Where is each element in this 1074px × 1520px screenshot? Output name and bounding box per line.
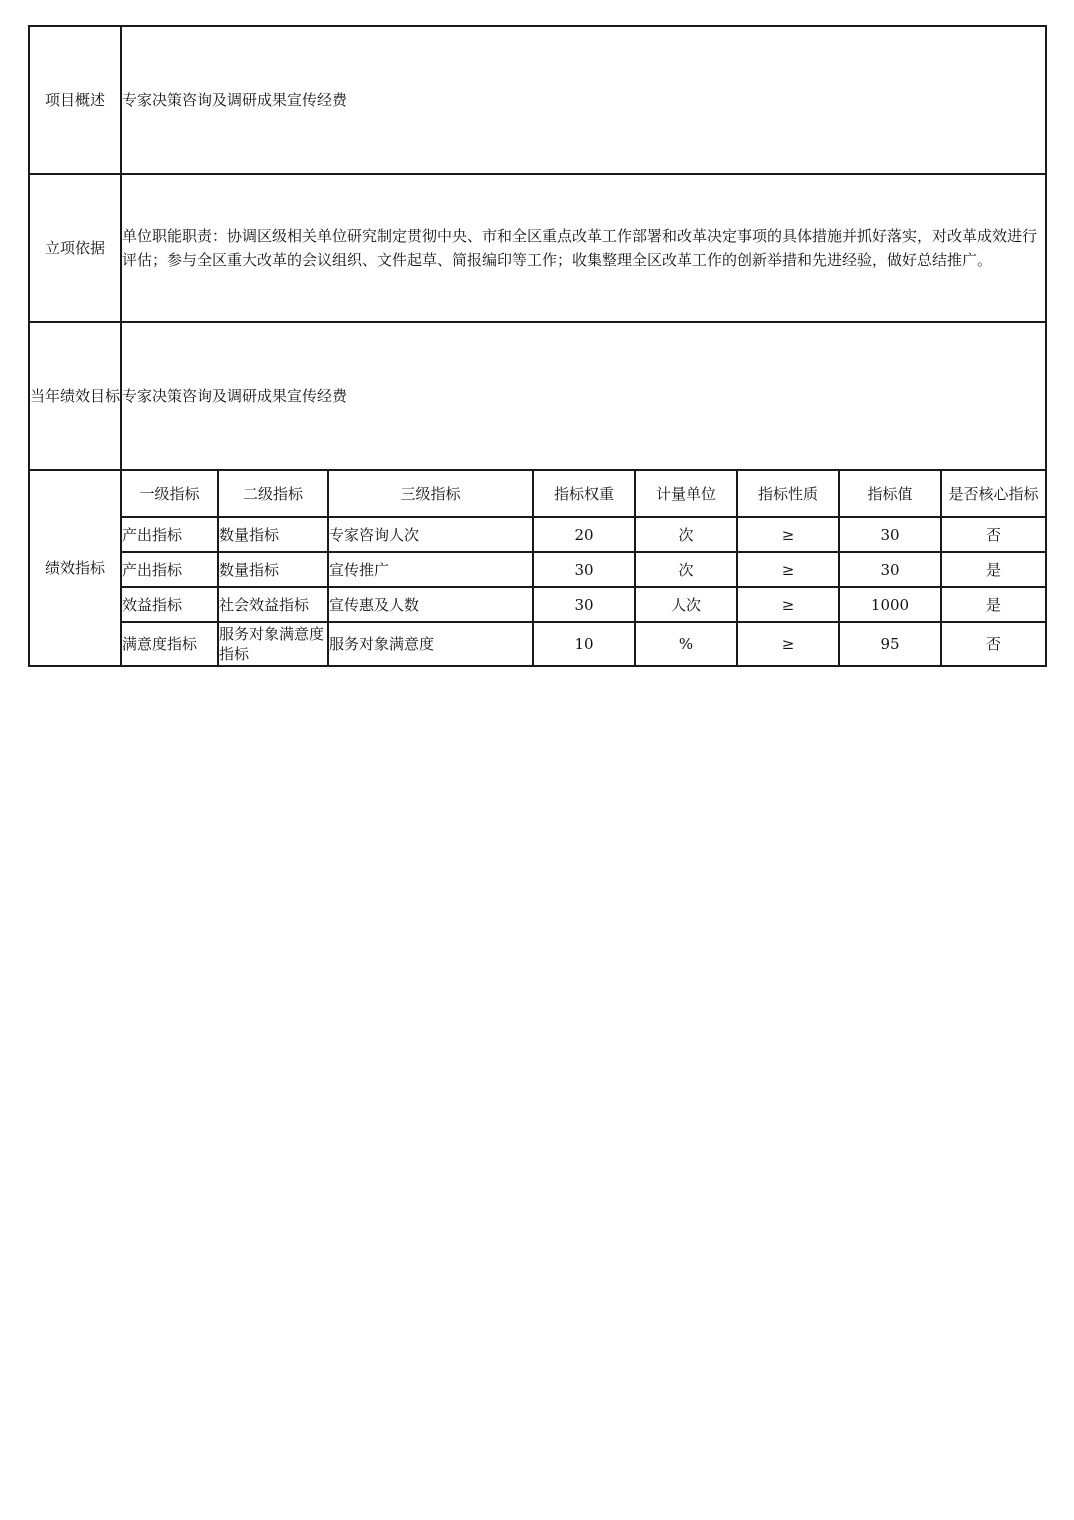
header-weight: 指标权重 — [533, 470, 635, 517]
cell-level2: 数量指标 — [218, 552, 328, 587]
cell-level3: 服务对象满意度 — [328, 622, 533, 666]
header-level3: 三级指标 — [328, 470, 533, 517]
cell-core: 是 — [941, 552, 1046, 587]
cell-level1: 满意度指标 — [121, 622, 218, 666]
header-level2: 二级指标 — [218, 470, 328, 517]
cell-value: 30 — [839, 552, 941, 587]
cell-level2: 服务对象满意度指标 — [218, 622, 328, 666]
cell-value: 1000 — [839, 587, 941, 622]
header-nature: 指标性质 — [737, 470, 839, 517]
cell-nature: ≥ — [737, 552, 839, 587]
cell-level2: 社会效益指标 — [218, 587, 328, 622]
overview-text: 专家决策咨询及调研成果宣传经费 — [121, 26, 1046, 174]
cell-level2: 数量指标 — [218, 517, 328, 552]
cell-core: 否 — [941, 517, 1046, 552]
cell-weight: 30 — [533, 552, 635, 587]
cell-nature: ≥ — [737, 517, 839, 552]
indicator-header-row — [29, 470, 1046, 517]
cell-level3: 宣传惠及人数 — [328, 587, 533, 622]
performance-table — [28, 25, 1047, 667]
annual-goal-row — [29, 322, 1046, 470]
cell-value: 30 — [839, 517, 941, 552]
cell-weight: 30 — [533, 587, 635, 622]
table-row — [29, 587, 1046, 622]
header-unit: 计量单位 — [635, 470, 737, 517]
table-row — [29, 517, 1046, 552]
cell-nature: ≥ — [737, 587, 839, 622]
cell-level1: 产出指标 — [121, 552, 218, 587]
cell-level1: 产出指标 — [121, 517, 218, 552]
basis-label: 立项依据 — [29, 174, 121, 322]
cell-core: 是 — [941, 587, 1046, 622]
cell-weight: 10 — [533, 622, 635, 666]
cell-unit: 次 — [635, 552, 737, 587]
cell-level3: 专家咨询人次 — [328, 517, 533, 552]
basis-row — [29, 174, 1046, 322]
cell-weight: 20 — [533, 517, 635, 552]
basis-text: 单位职能职责：协调区级相关单位研究制定贯彻中央、市和全区重点改革工作部署和改革决定事项的具体措施并抓好落实，对改革成效进行评估；参与全区重大改革的会议组织、文件起草、简报编印等工作；收集整理全区改革工作的创新举措和先进经验，做好总结推广。 — [121, 174, 1046, 322]
cell-level3: 宣传推广 — [328, 552, 533, 587]
overview-label: 项目概述 — [29, 26, 121, 174]
header-core: 是否核心指标 — [941, 470, 1046, 517]
annual-goal-label: 当年绩效目标 — [29, 322, 121, 470]
header-value: 指标值 — [839, 470, 941, 517]
cell-unit: 次 — [635, 517, 737, 552]
cell-nature: ≥ — [737, 622, 839, 666]
annual-goal-text: 专家决策咨询及调研成果宣传经费 — [121, 322, 1046, 470]
overview-row — [29, 26, 1046, 174]
table-row — [29, 552, 1046, 587]
cell-level1: 效益指标 — [121, 587, 218, 622]
cell-unit: 人次 — [635, 587, 737, 622]
table-row — [29, 622, 1046, 666]
cell-unit: % — [635, 622, 737, 666]
indicators-label: 绩效指标 — [29, 470, 121, 666]
header-level1: 一级指标 — [121, 470, 218, 517]
cell-core: 否 — [941, 622, 1046, 666]
cell-value: 95 — [839, 622, 941, 666]
